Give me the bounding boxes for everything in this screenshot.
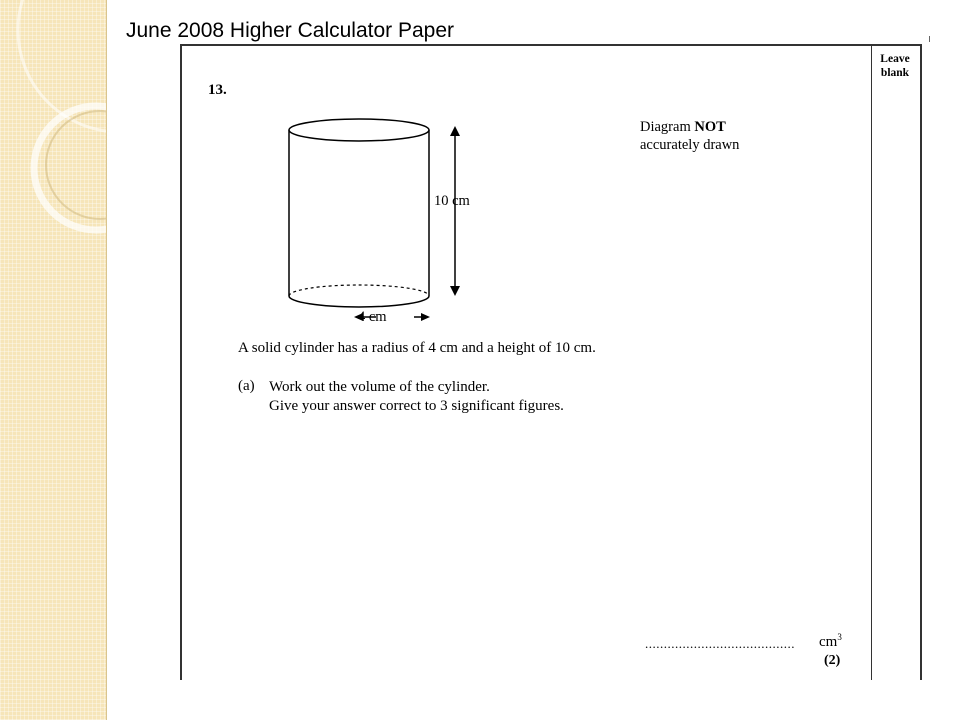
diagram-note (640, 118, 739, 154)
cylinder-diagram (182, 46, 872, 346)
radius-arrow-right-head (421, 313, 430, 321)
radius-label: 4 cm (358, 309, 387, 325)
diagram-note-bold: NOT (694, 119, 726, 135)
answer-unit (819, 632, 842, 651)
answer-unit-power: 3 (837, 632, 842, 642)
leave-blank-label: Leave blank (880, 53, 910, 80)
height-arrow-head-bottom (450, 286, 460, 296)
marks-available: (2) (824, 653, 841, 668)
part-a-label: (a) (238, 378, 255, 394)
cylinder-bottom-hidden-arc (289, 285, 429, 296)
part-a-line1: Work out the volume of the cylinder. (269, 379, 490, 395)
part-a-text (269, 378, 564, 416)
decorative-side-strip (0, 0, 107, 720)
decorative-rings (0, 0, 106, 720)
diagram-note-line2: accurately drawn (640, 137, 740, 154)
question-stem: A solid cylinder has a radius of 4 cm and a height of 10 cm. (238, 340, 596, 356)
answer-dotted-line: ........................................ (645, 636, 795, 651)
answer-unit-text: cm (819, 634, 838, 650)
part-a-line2: Give your answer correct to 3 significant figures. (269, 397, 564, 414)
page-edge-tick (929, 36, 930, 42)
cylinder-bottom-front-arc (289, 296, 429, 307)
slide-title: June 2008 Higher Calculator Paper (126, 19, 455, 42)
question-number: 13. (208, 82, 227, 98)
diagram-note-prefix: Diagram (640, 119, 695, 135)
height-arrow-head-top (450, 126, 460, 136)
cylinder-top-ellipse (289, 119, 429, 141)
height-label: 10 cm (434, 193, 470, 209)
exam-page (180, 44, 922, 680)
